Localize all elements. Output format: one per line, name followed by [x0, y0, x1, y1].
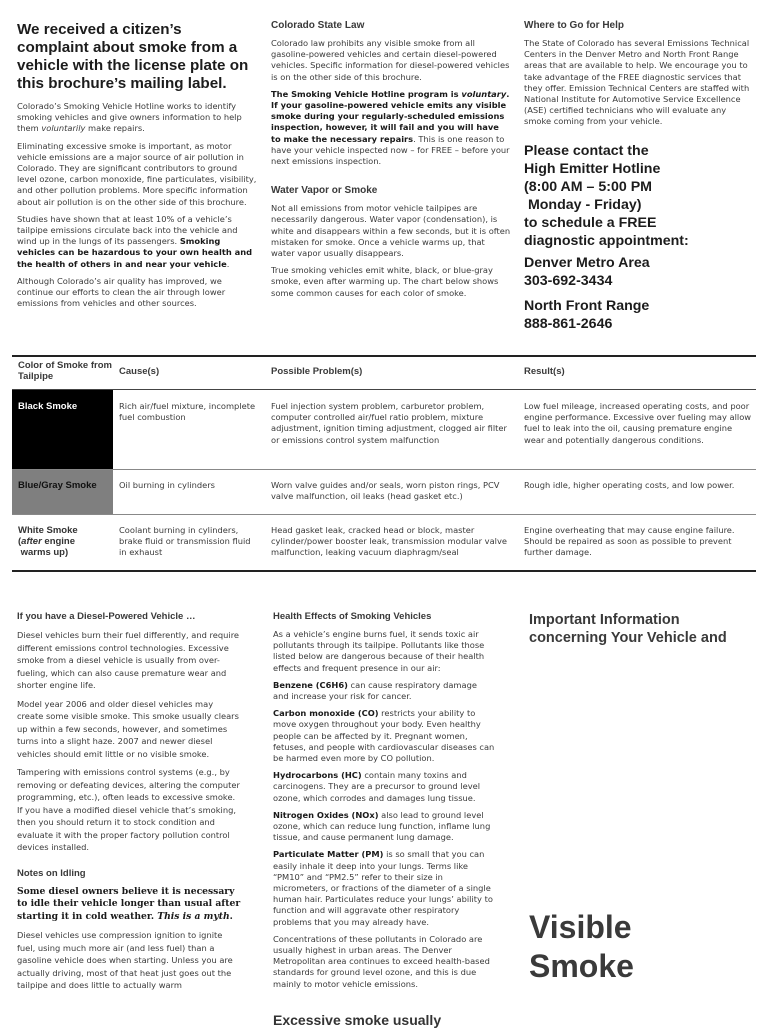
air-quality-paragraph: Although Colorado’s air quality has improved, we continue our efforts to clean the air through lower emissions from vehicles and other sources.	[17, 275, 226, 309]
contact-line: diagnostic appointment:	[524, 232, 689, 249]
complaint-headline: We received a citizen’s complaint about smoke from a vehicle with the license plate on this brochure’s mailing label.	[17, 21, 249, 92]
north-contact	[524, 297, 750, 333]
table-row-results: Low fuel mileage, increased operating costs, and poor engine performance. Excessive over fueling may allow fuel to leak into the oil, causing premature engine wear and potentially dangerous conditions.	[524, 401, 752, 445]
contact-line: to schedule a FREE	[524, 214, 657, 231]
denver-phone: 303-692-3434	[524, 272, 613, 289]
column-intro	[17, 21, 257, 315]
smoke-color-table	[12, 355, 756, 573]
help-heading: Where to Go for Help	[524, 20, 624, 31]
health-heading: Health Effects of Smoking Vehicles	[273, 611, 432, 622]
black-smoke-label: Black Smoke	[18, 401, 78, 412]
pollutant-item: Particulate Matter (PM) is so small that you can easily inhale it deep into your lungs. Terms like “PM10” and “PM2.5” refer to their size in micrometers, or fractions of the diameter of a single human hair. Particulates reduce your lungs’ ability to function and will aggravate other respiratory problems that you may already have.	[273, 849, 493, 927]
table-row-causes: Coolant burning in cylinders, brake fluid or transmission fluid in exhaust	[119, 525, 251, 558]
table-header-color: Color of Smoke from Tailpipe	[18, 360, 112, 382]
contact-line: Please contact the	[524, 142, 649, 159]
diesel-heading: If you have a Diesel-Powered Vehicle …	[17, 611, 196, 622]
water-vapor-paragraph: Not all emissions from motor vehicle tailpipes are necessarily dangerous. Water vapor (condensation), is white and disappears within a few seconds, but it is often mistaken for smoke. Once a vehicle warms up, that water vapor usually disappears.	[271, 203, 511, 259]
diesel-paragraph: Tampering with emissions control systems (e.g., by removing or defeating devices, altering the computer programming, etc.), often leads to excessive smoke. If you have a modified diesel vehicle that’s smoking, then you should return it to stock condition and evaluate it with the proper factory pollution control devices installed.	[17, 767, 240, 852]
table-top-rule	[12, 355, 756, 357]
table-row-problems: Worn valve guides and/or seals, worn piston rings, PCV valve malfunction, oil leaks (head gasket etc.)	[271, 480, 500, 502]
table-row-rule	[12, 514, 756, 515]
pollutant-item: Hydrocarbons (HC) contain many toxins and carcinogens. They are a precursor to ground level ozone, which corrodes and damages lung tissue.	[273, 770, 481, 803]
contact-line: (8:00 AM – 5:00 PM	[524, 178, 652, 195]
pollutant-item: Nitrogen Oxides (NOx) also lead to ground level ozone, which can reduce lung function, inflame lung tissue, and cause permanent lung damage.	[273, 809, 491, 843]
idling-myth-paragraph: Some diesel owners believe it is necessary to idle their vehicle longer than usual after starting it in cold weather. This is a myth.	[17, 885, 241, 922]
intro-paragraph: Colorado’s Smoking Vehicle Hotline works to identify smoking vehicles and give owners information to help them voluntarily make repairs.	[17, 101, 242, 134]
table-header-causes: Cause(s)	[119, 366, 160, 377]
health-intro: As a vehicle’s engine burns fuel, it sends toxic air pollutants through its tailpipe. Pollutants like those listed below are dangerous because of their health effects and frequent presence in our air:	[273, 629, 485, 673]
gray-smoke-swatch	[12, 470, 113, 514]
column-help	[524, 20, 750, 333]
contact-line: High Emitter Hotline	[524, 160, 661, 177]
true-smoking-paragraph: True smoking vehicles emit white, black, or blue-gray smoke, even after warming up. The chart below shows some common causes for each color of smoke.	[271, 265, 499, 298]
gray-smoke-label: Blue/Gray Smoke	[18, 480, 97, 491]
cover-title: Visible Smoke	[529, 909, 634, 984]
state-law-heading: Colorado State Law	[271, 20, 365, 31]
studies-paragraph: Studies have shown that at least 10% of a vehicle’s tailpipe emissions circulate back into the vehicle and wind up in the lungs of its passengers. Smoking vehicles can be hazardous to your own health and the health of others in and near your vehicle.	[17, 213, 253, 269]
contact-line: Monday - Friday)	[524, 196, 642, 213]
table-row-causes: Rich air/fuel mixture, incomplete fuel combustion	[119, 401, 256, 423]
table-row-results: Rough idle, higher operating costs, and low power.	[524, 480, 735, 490]
cover-subtitle: Important Information concerning Your Vehicle and	[529, 612, 727, 646]
help-paragraph: The State of Colorado has several Emissions Technical Centers in the Denver Metro and North Front Range areas that are available to help. We encourage you to take advantage of the FREE diagnostic services that they offer. Emission Technical Centers are staffed with National Institute for Automotive Service Excellence (ASE) certified technicians who will evaluate any smoke coming from your vehicle.	[524, 38, 750, 127]
hotline-contact	[524, 142, 750, 250]
column-health	[273, 611, 495, 996]
pollutant-item: Carbon monoxide (CO) restricts your ability to move oxygen throughout your body. Even healthy people can be affected by it. Pregnant women, fetuses, and people with cardiovascular diseases can be harmed even more by CO pollution.	[273, 708, 495, 764]
north-label: North Front Range	[524, 297, 650, 314]
north-phone: 888-861-2646	[524, 315, 613, 332]
table-row-problems: Head gasket leak, cracked head or block, master cylinder/power booster leak, transmission modular valve malfunction, leaking vacuum diaphragm/seal	[271, 525, 507, 558]
table-row-causes: Oil burning in cylinders	[119, 480, 215, 490]
idling-heading: Notes on Idling	[17, 867, 86, 879]
pollutant-item: Benzene (C6H6) can cause respiratory damage and increase your risk for cancer.	[273, 679, 477, 702]
state-law-paragraph: Colorado law prohibits any visible smoke from all gasoline-powered vehicles and certain diesel-powered vehicles. Specific information for diesel-powered vehicles is on the other side of this brochure.	[271, 38, 510, 82]
diesel-paragraph: Model year 2006 and older diesel vehicles may create some visible smoke. This smoke usually clears up within a few seconds, however, and sometimes turns into a slight haze. 2007 and newer diesel vehicles should emit little or no visible smoke.	[17, 698, 239, 759]
table-header-rule	[12, 389, 756, 390]
table-bottom-rule	[12, 570, 756, 572]
white-smoke-label: White Smoke (after engine warms up)	[18, 525, 78, 558]
water-vapor-heading: Water Vapor or Smoke	[271, 185, 378, 197]
voluntary-paragraph: The Smoking Vehicle Hotline program is voluntary. If your gasoline-powered vehicle emits any visible smoke during your regularly-scheduled emissions inspection, however, it will fail and you will have to make the necessary repairs. This is one reason to have your vehicle inspected now – for FREE – before your next emissions inspection.	[271, 88, 510, 167]
excessive-smoke-paragraph: Eliminating excessive smoke is important, as motor vehicle emissions are a major source of air pollution in Colorado. They are significant contributors to ground level ozone, carbon monoxide, fine particulates, visibility, and other pollution problems. More specific information about air pollution is on the other side of this brochure.	[17, 140, 257, 207]
diesel-paragraph: Diesel vehicles burn their fuel differently, and require different emissions control technologies. Excessive smoke from a diesel vehicle is usually from over-fueling, which can also cause premature wear and shorter engine life.	[17, 630, 240, 690]
diesel-paragraph: Diesel vehicles use compression ignition to ignite fuel, using much more air (and less fuel) than a gasoline vehicle does when starting. Unless you are actually driving, most of that heat just goes out the tailpipe and does little to actually warm	[17, 930, 233, 990]
denver-label: Denver Metro Area	[524, 254, 650, 271]
denver-contact	[524, 254, 750, 290]
table-header-results: Result(s)	[524, 366, 565, 377]
table-row-results: Engine overheating that may cause engine failure. Should be repaired as soon as possible to prevent further damage.	[524, 525, 735, 558]
excessive-smoke-heading: Excessive smoke usually	[273, 1012, 442, 1028]
column-state-law	[271, 20, 511, 305]
table-header-problems: Possible Problem(s)	[271, 366, 363, 377]
column-diesel	[17, 611, 241, 998]
table-row-rule	[12, 469, 756, 470]
health-outro: Concentrations of these pollutants in Colorado are usually highest in urban areas. The Denver Metropolitan area continues to exceed health-based standards for ground level ozone, and this is due mainly to motor vehicle emissions.	[273, 933, 490, 989]
table-row-problems: Fuel injection system problem, carburetor problem, computer controlled air/fuel ratio problem, mixture adjustment, ignition timing adjustment, clogged air filter or emissions control system malfunction	[271, 401, 507, 445]
